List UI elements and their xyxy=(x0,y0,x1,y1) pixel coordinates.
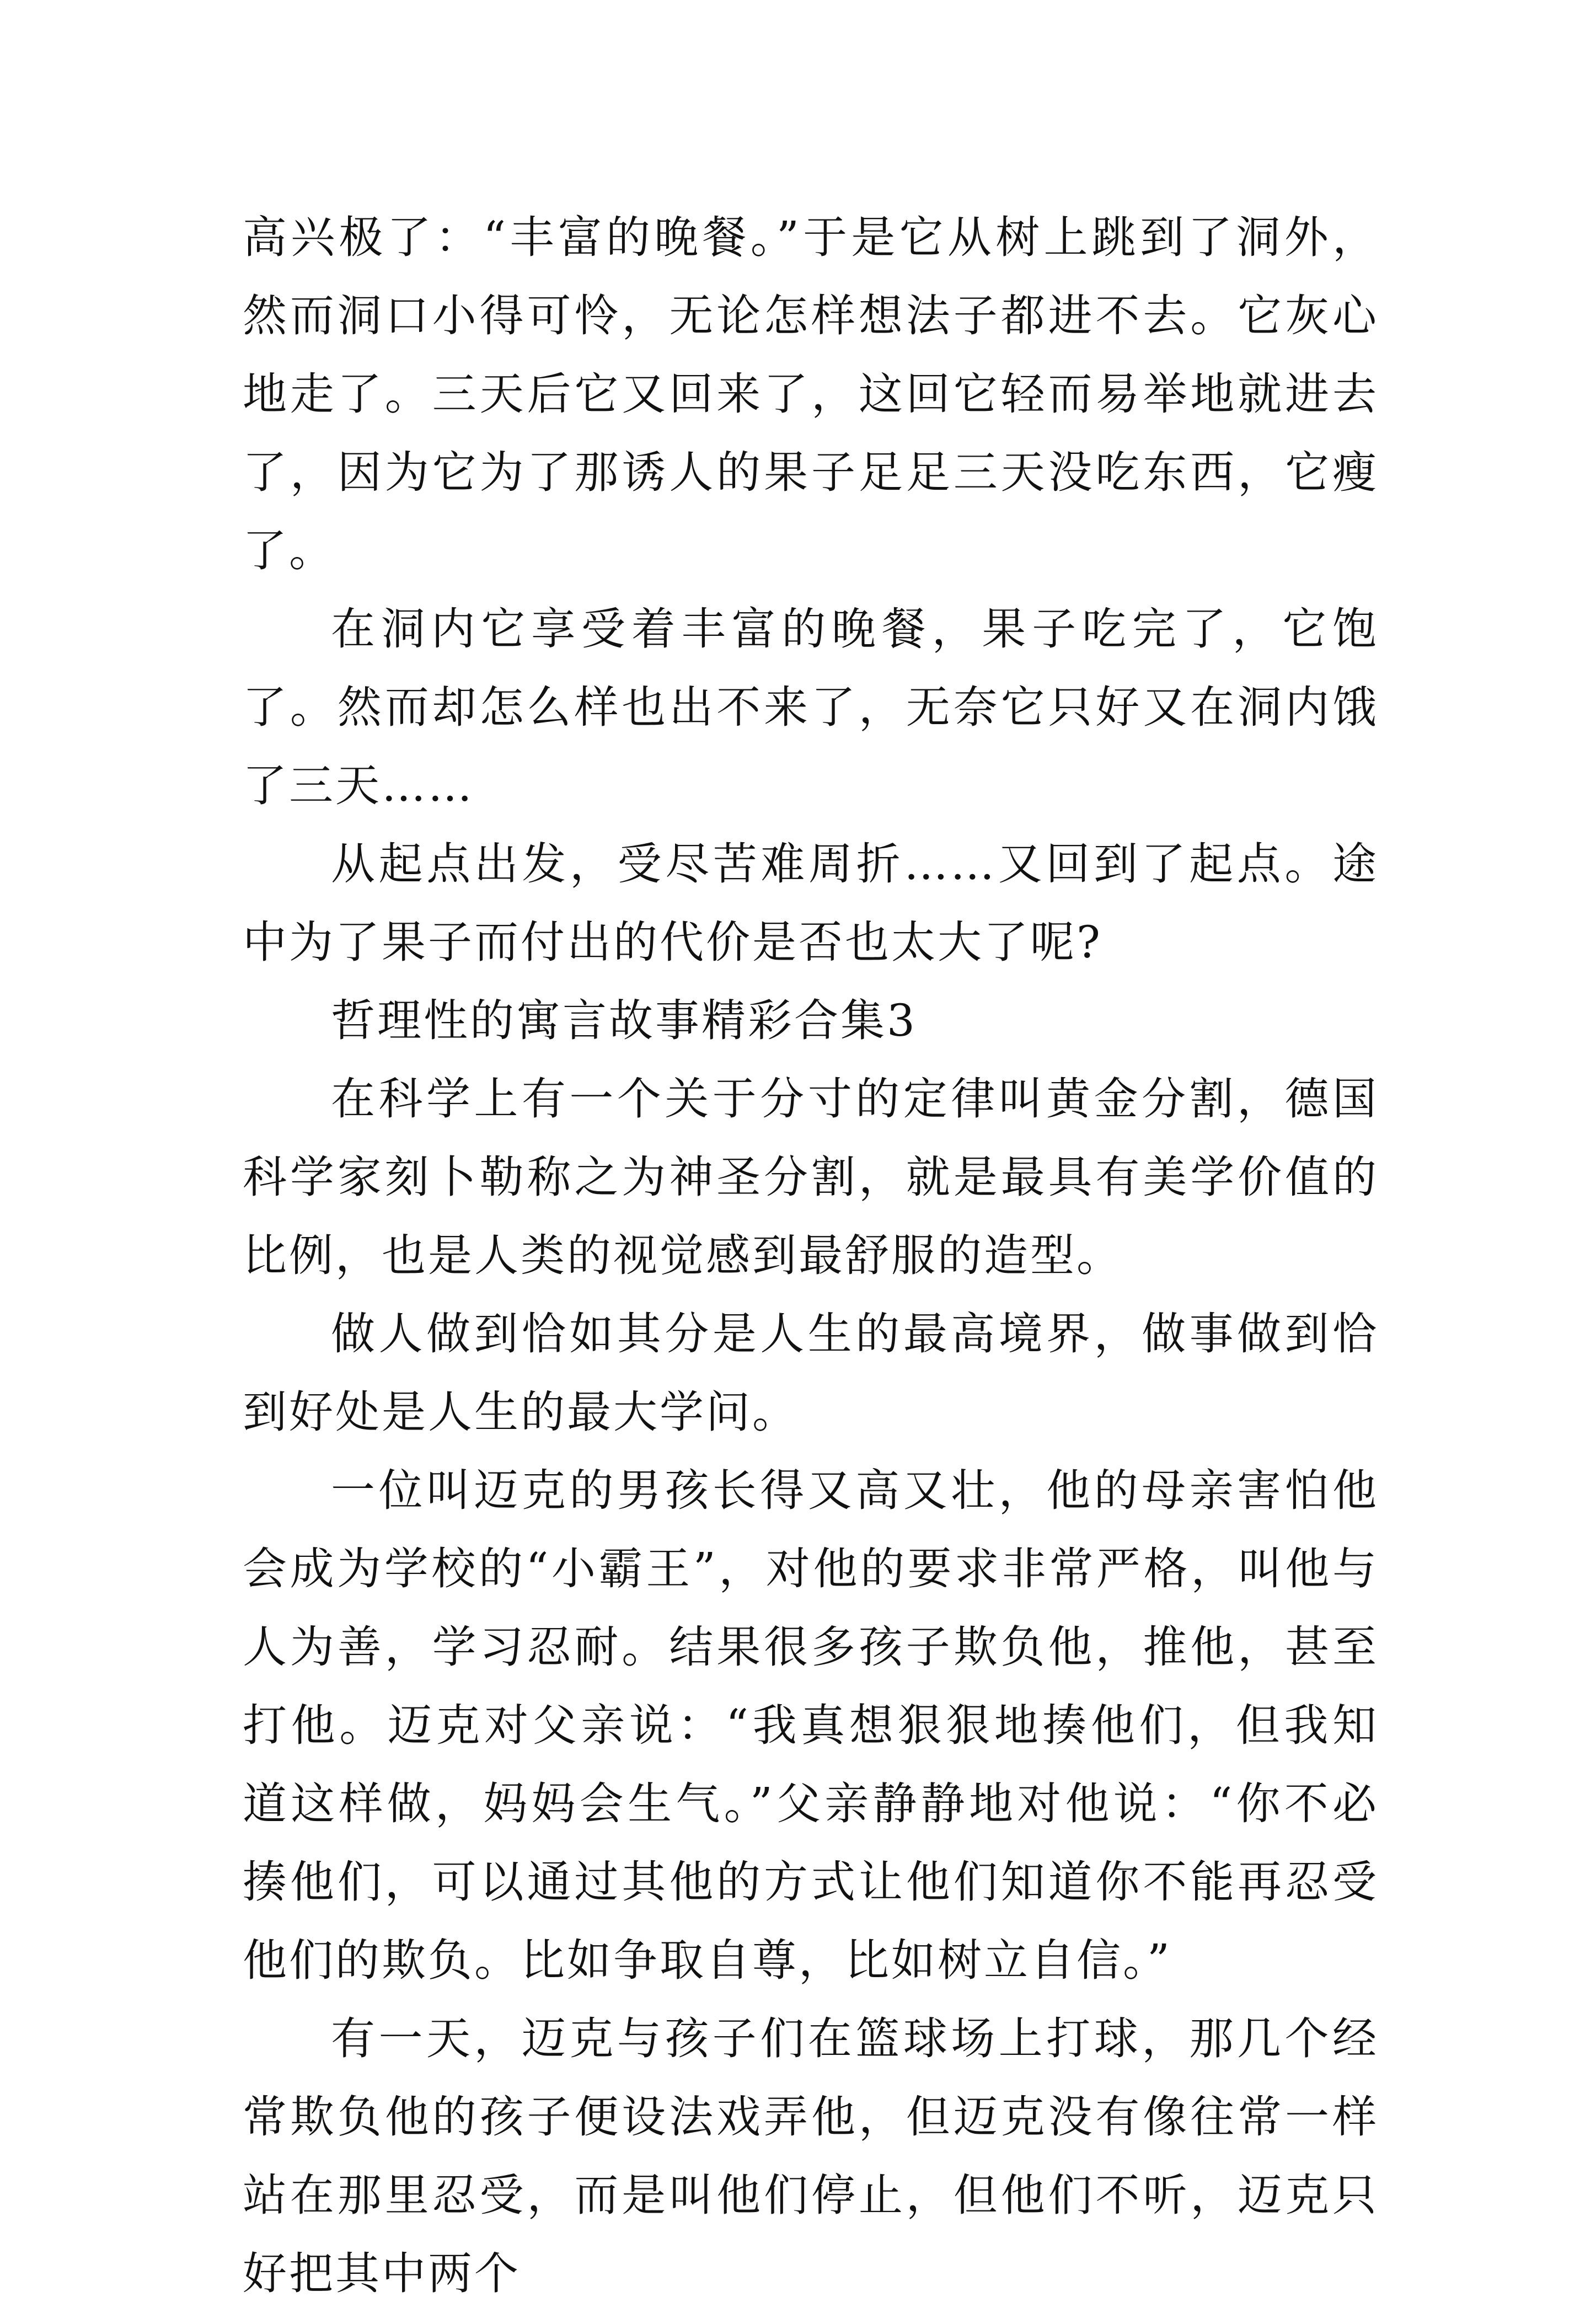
section-heading: 哲理性的寓言故事精彩合集3 xyxy=(331,995,917,1046)
document-body xyxy=(243,199,1379,2313)
paragraph-3: 从起点出发，受尽苦难周折……又回到了起点。途中为了果子而付出的代价是否也太大了呢? xyxy=(243,838,1379,968)
paragraph-6: 一位叫迈克的男孩长得又高又壮，他的母亲害怕他会成为学校的“小霸王”，对他的要求非常严格，叫他与人为善，学习忍耐。结果很多孩子欺负他，推他，甚至打他。迈克对父亲说：“我真想狠狠地揍他们，但我知道这样做，妈妈会生气。”父亲静静地对他说：“你不必揍他们，可以通过其他的方式让他们知道你不能再忍受他们的欺负。比如争取自尊，比如树立自信。” xyxy=(243,1465,1379,1986)
paragraph-1: 高兴极了：“丰富的晚餐。”于是它从树上跳到了洞外，然而洞口小得可怜，无论怎样想法子都进不去。它灰心地走了。三天后它又回来了，这回它轻而易举地就进去了，因为它为了那诱人的果子足足三天没吃东西，它瘦了。 xyxy=(243,212,1379,576)
paragraph-2: 在洞内它享受着丰富的晚餐，果子吃完了，它饱了。然而却怎么样也出不来了，无奈它只好又在洞内饿了三天…… xyxy=(243,603,1379,811)
paragraph-5: 做人做到恰如其分是人生的最高境界，做事做到恰到好处是人生的最大学问。 xyxy=(243,1308,1379,1438)
paragraph-7: 有一天，迈克与孩子们在篮球场上打球，那几个经常欺负他的孩子便设法戏弄他，但迈克没有像往常一样站在那里忍受，而是叫他们停止，但他们不听，迈克只好把其中两个 xyxy=(243,2013,1379,2299)
paragraph-4: 在科学上有一个关于分寸的定律叫黄金分割，德国科学家刻卜勒称之为神圣分割，就是最具有美学价值的比例，也是人类的视觉感到最舒服的造型。 xyxy=(243,1073,1379,1281)
